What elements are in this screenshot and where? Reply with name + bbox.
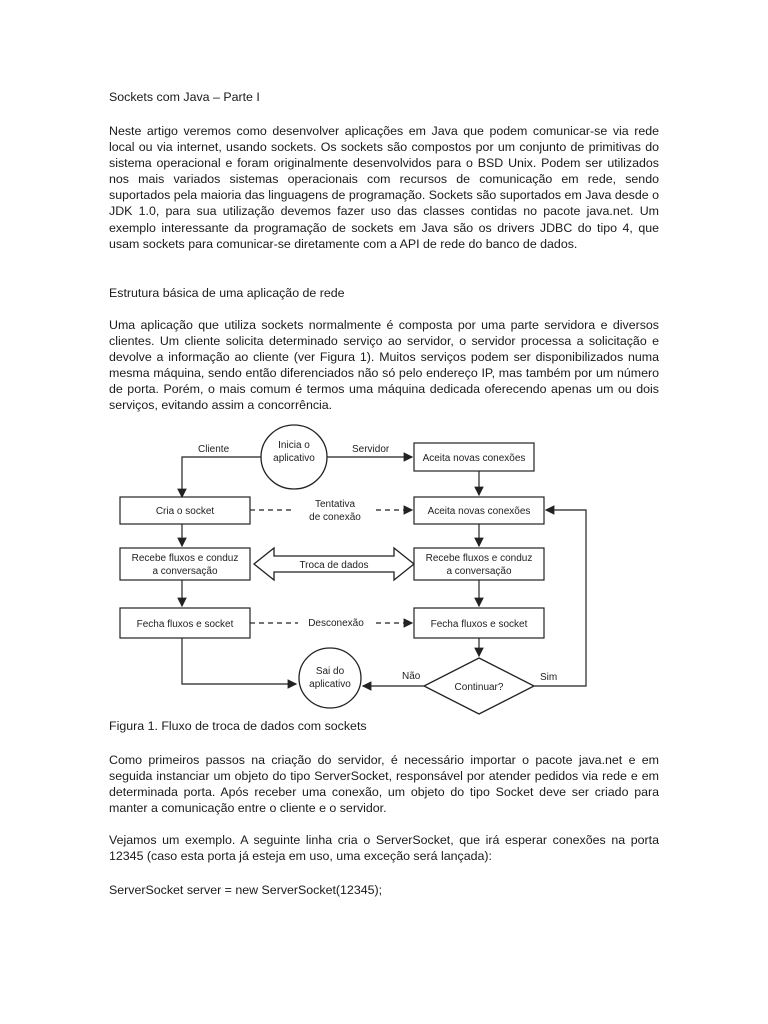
continue-label: Continuar? (454, 682, 504, 693)
accept-top-label: Aceita novas conexões (422, 453, 526, 464)
start-label-line2: aplicativo (273, 453, 315, 464)
socket-flow-diagram (108, 422, 660, 718)
document-title: Sockets com Java – Parte I (109, 90, 260, 104)
client-branch-arrow (182, 457, 261, 497)
client-receive-label-line1: Recebe fluxos e conduz (131, 553, 239, 564)
intro-paragraph (109, 123, 659, 252)
yes-label: Sim (540, 672, 558, 683)
section-paragraph (109, 317, 659, 414)
client-exit-arrow (182, 638, 296, 684)
example-paragraph (109, 832, 659, 864)
server-label: Servidor (352, 444, 390, 455)
section-text: Uma aplicação que utiliza sockets normalmente é composta por uma parte servidora e diversos clientes. Um cliente solicita determinado serviço ao servidor, o servidor processa a solicitação e devolve a informação ao cliente (ver Figura 1). Muitos serviços podem ser disponibilizados numa mesma máquina, sendo então diferenciados não só pelo endereço IP, mas também por um número de porta. Porém, o mais comum é termos uma máquina dedicada oferecendo apenas um ou dois serviços, evitando assim a concorrência. (109, 318, 659, 413)
figure-caption: Figura 1. Fluxo de troca de dados com sockets (109, 719, 367, 733)
example-text: Vejamos um exemplo. A seguinte linha cria o ServerSocket, que irá esperar conexões na porta 12345 (caso esta porta já esteja em uso, uma exceção será lançada): (109, 833, 659, 864)
code-line: ServerSocket server = new ServerSocket(12345); (109, 883, 383, 897)
exit-label-line2: aplicativo (309, 679, 351, 690)
server-receive-label-line2: a conversação (446, 566, 512, 577)
intro-text: Neste artigo veremos como desenvolver aplicações em Java que podem comunicar-se via rede local ou via internet, usando sockets. Os sockets são compostos por um conjunto de primitivas do sistema operacional e foram originalmente desenvolvidos para o BSD Unix. Podem ser utilizados nos mais variados sistemas operacionais com recursos de comunicação em rede, sendo suportados pela maioria das linguagens de programação. Sockets são suportados em Java desde o JDK 1.0, para sua utilização devemos fazer uso das classes contidas no pacote java.net. Um exemplo interessante da programação de sockets em Java são os drivers JDBC do tipo 4, que usam sockets para comunicar-se diretamente com a API de rede do banco de dados. (109, 124, 659, 251)
disconnect-label: Desconexão (308, 618, 364, 629)
steps-paragraph (109, 752, 659, 816)
client-label: Cliente (198, 444, 230, 455)
create-socket-label: Cria o socket (155, 506, 215, 517)
steps-text: Como primeiros passos na criação do servidor, é necessário importar o pacote java.net e em seguida instanciar um objeto do tipo ServerSocket, responsável por atender pedidos via rede e em determinada porta. Após receber uma conexão, um objeto do tipo Socket deve ser criado para manter a comunicação entre o cliente e o servidor. (109, 753, 659, 816)
accept-second-label: Aceita novas conexões (427, 506, 531, 517)
attempt-label-line1: Tentativa (314, 499, 356, 510)
attempt-label-line2: de conexão (309, 512, 361, 523)
client-close-label: Fecha fluxos e socket (136, 619, 234, 630)
client-receive-label-line2: a conversação (152, 566, 218, 577)
server-close-label: Fecha fluxos e socket (430, 619, 528, 630)
exit-ellipse (299, 648, 361, 708)
start-label-line1: Inicia o (278, 440, 310, 451)
section-heading: Estrutura básica de uma aplicação de rede (109, 286, 345, 300)
server-receive-label-line1: Recebe fluxos e conduz (425, 553, 533, 564)
exchange-label: Troca de dados (299, 560, 369, 571)
yes-loop-arrow (534, 510, 586, 686)
exit-label-line1: Sai do (315, 666, 345, 677)
no-label: Não (402, 671, 421, 682)
